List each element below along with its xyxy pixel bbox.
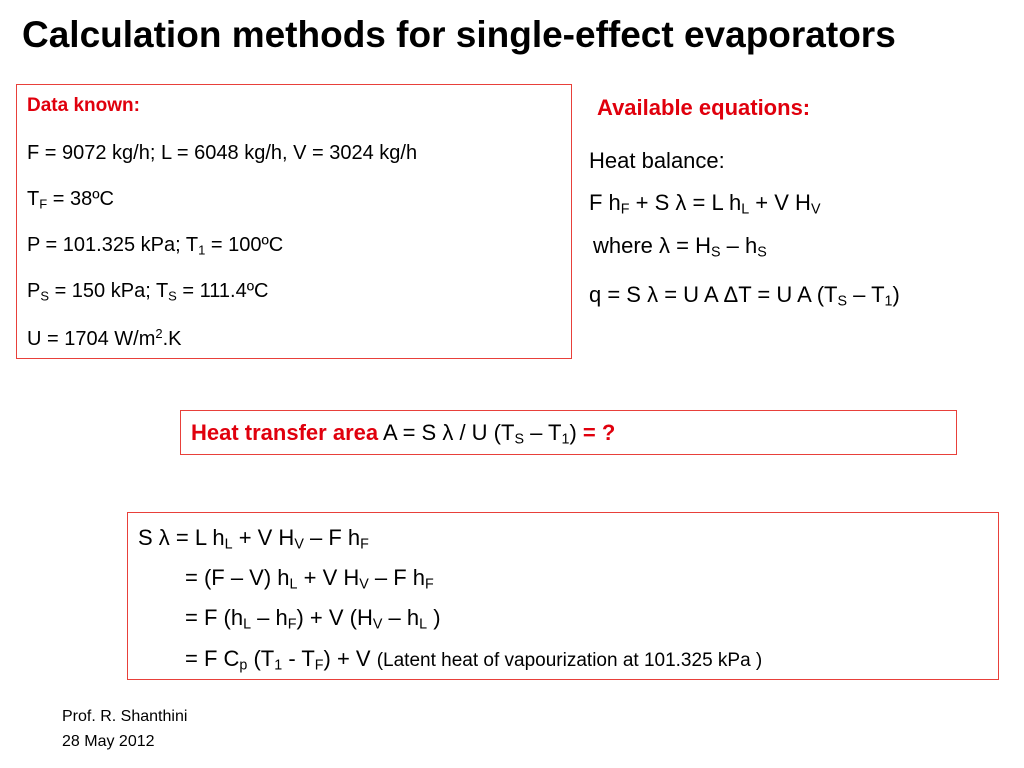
data-known-heading: Data known:	[27, 95, 140, 116]
flow-rates-line: F = 9072 kg/h; L = 6048 kg/h, V = 3024 kg/h	[27, 142, 418, 164]
available-equations-heading: Available equations:	[597, 95, 811, 120]
latent-heat-definition: where $\lambda = H_S - h_S$	[593, 233, 767, 261]
heat-transfer-area-equation: Heat transfer area A = S λ / U $(T_S - T_1)$ = ?	[191, 420, 616, 448]
overall-coefficient-line: U = 1704 $W/m^2.K$	[27, 326, 182, 351]
heat-transfer-rate-equation: q = S λ = U A ΔT = U A $(T_S - T_1)$	[589, 282, 900, 310]
heat-transfer-area-box	[180, 410, 957, 455]
derivation-box	[127, 512, 999, 680]
derivation-line-3: = F $(h_L - h_F) + V$ ($H_V - h_L$ )	[185, 605, 441, 633]
derivation-line-2: = (F – V) $h_L + V$ $H_V$ – F $h_F$	[185, 565, 434, 593]
derivation-line-1: S λ = L $h_L + V$ $H_V$ – F $h_F$	[138, 525, 369, 553]
data-known-box	[16, 84, 572, 359]
steam-conditions-line: $P_S = 150$ kPa; $T_S$ = 111.4ºC	[27, 280, 269, 304]
latent-heat-note: (Latent heat of vapourization at 101.325 kPa )	[376, 650, 763, 671]
pressure-temperature-line: P = 101.325 kPa; $T_1$ = 100ºC	[27, 234, 284, 258]
heat-balance-label: Heat balance:	[589, 148, 725, 173]
derivation-line-4: = F $C_p$ $(T_1 - T_F) + V$ (Latent heat of vapourization at 101.325 kPa )	[185, 646, 763, 674]
footer-date: 28 May 2012	[62, 733, 155, 750]
feed-temperature-line: $T_F$ = 38ºC	[27, 188, 114, 212]
footer-author: Prof. R. Shanthini	[62, 708, 188, 725]
slide-title: Calculation methods for single-effect evaporators	[22, 14, 896, 55]
heat-balance-equation: F $h_F + S$ λ = L $h_L + V$ $H_V$	[589, 190, 821, 218]
